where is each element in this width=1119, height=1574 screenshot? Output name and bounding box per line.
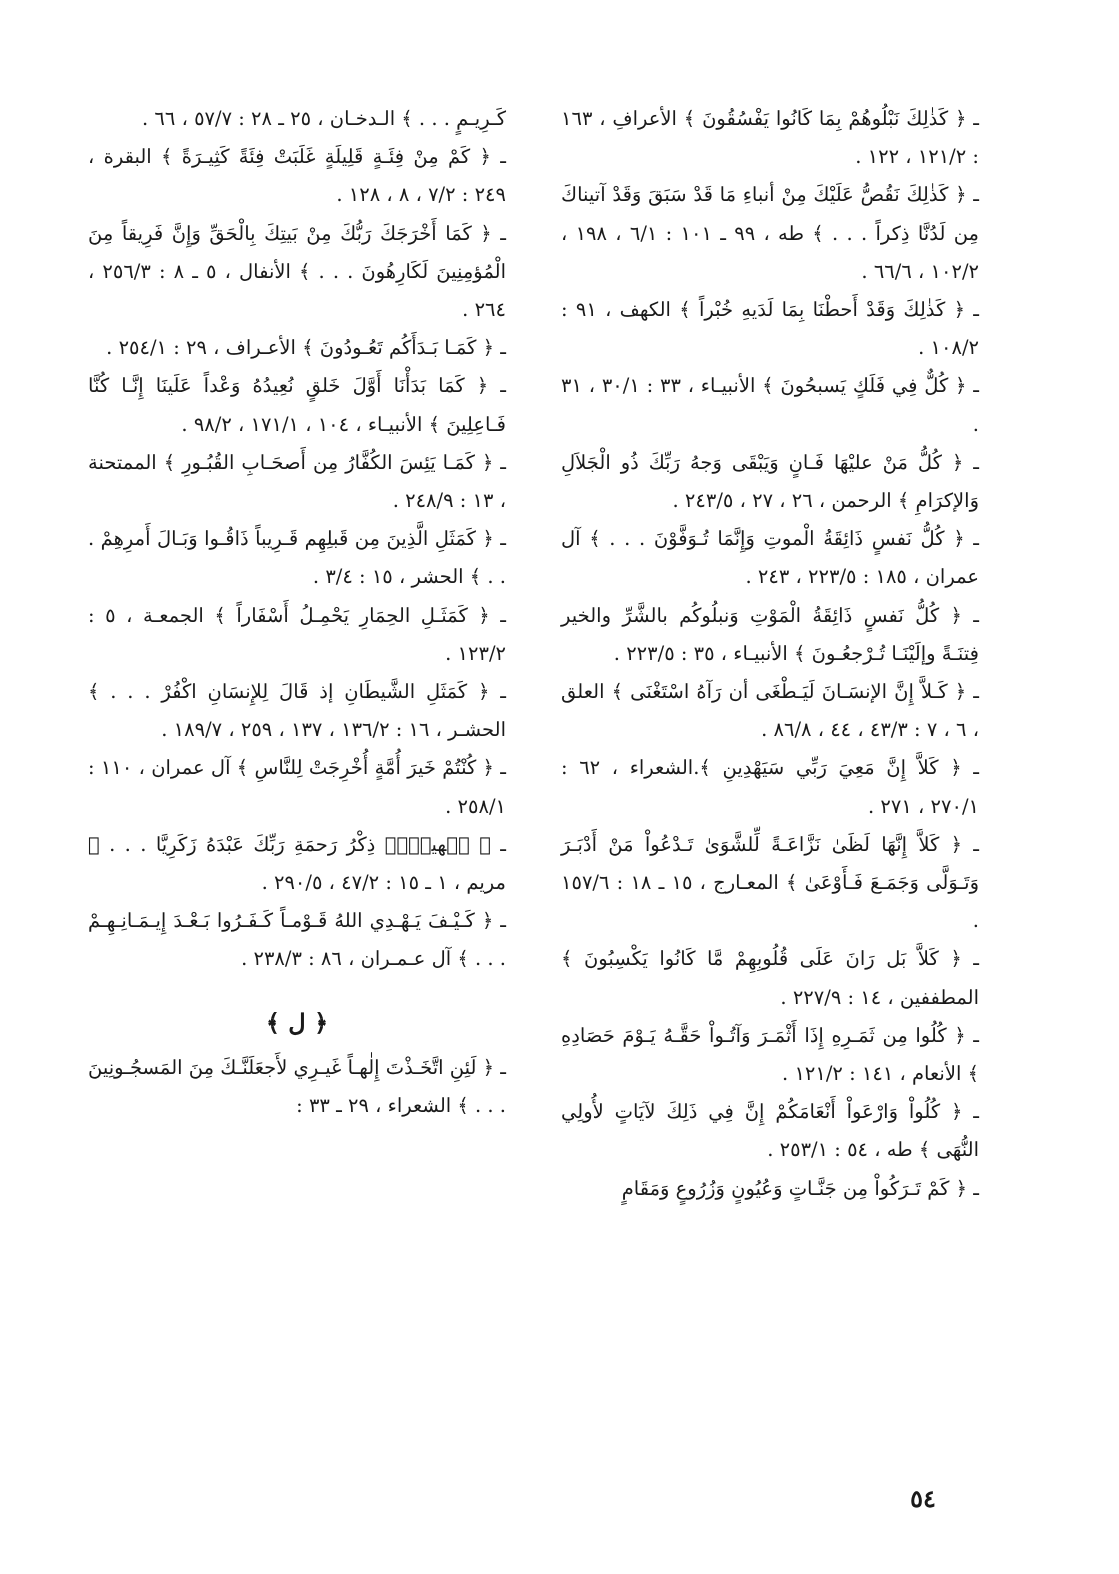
index-entry: ـ ﴿ كَلاَّ بَل رَانَ عَلَى قُلُوبِهِمْ مَّا كَانُوا يَكْسِبُونَ ﴾ المطففين ، ١٤ : ٢٢٧/٩ .: [561, 947, 979, 1009]
index-entry: ـ ﴿ كَمَـا بَـدَأَكُم تَعُـودُونَ ﴾ الأعـراف ، ٢٩ : ٢٥٤/١ .: [106, 336, 506, 360]
index-entry: ـ ﴿ كُنْتُمْ خَيرَ أُمَّةٍ أُخْرِجَتْ لِلنَّاسِ ﴾ آل عمران ، ١١٠ : ٢٥٨/١ .: [88, 756, 506, 818]
index-entry: ـ ﴿ كَلاَّ إِنَّ مَعِيَ رَبِّي سَيَهْدِينِ ﴾.الشعراء ، ٦٢ : ٢٧٠/١ ، ٢٧١ .: [561, 756, 979, 818]
left-column: [88, 100, 506, 1125]
index-entry: ـ ﴿ كُلُّ نَفسٍ ذَائِقَةُ الْمَوْتِ وَنبلُوكُم بالشَّرِّ والخير فِتنَـةً وإلَيْنَـا تُـرْجعُـونَ ﴾ الأنبيـاء ، ٣٥ : ٢٢٣/٥ .: [561, 603, 979, 665]
index-entry: ـ ﴿ كَمَـا يَئِسَ الكُفَّارُ مِن أَصحَـابِ القُبُـورِ ﴾ الممتحنة ، ١٣ : ٢٤٨/٩ .: [88, 450, 506, 513]
page-number: ٥٤: [910, 1484, 936, 1513]
index-entry: ـ ﴿ كَمَثَـلِ الحِمَارِ يَحْمِـلُ أَسْفَاراً ﴾ الجمعـة ، ٥ : ١٢٣/٢ .: [88, 603, 506, 665]
index-entry: ـ ﴿ كُلُواْ وَارْعَواْ أَنْعَامَكُمْ إِنَّ فِي ذَلِكَ لآيَاتٍ لأُولِي النُّهَى ﴾ طه ، ٥٤ : ٢٥٣/١ .: [561, 1100, 979, 1162]
index-entry: ـ ﴿ كَـلاَّ إِنَّ الإنسَـانَ لَيَـطْغَى أن رَآهُ اسْتَغْنَى ﴾ العلق ، ٦ ، ٧ : ٤٣/٣ ، ٤٤ ، ٨٦/٨ .: [561, 680, 979, 742]
index-entry: ـ ﴿ كَمَثَلِ الشَّيطَانِ إذ قَالَ لِلإِنسَانِ اكْفُرْ . . . ﴾ الحشـر ، ١٦ : ١٣٦/٢ ، ١٣٧ ، ٢٥٩ ، ١٨٩/٧ .: [88, 680, 506, 742]
index-entry: ـ ﴿ كَذٰلِكَ نَقُصُّ عَلَيْكَ مِنْ أنباءِ مَا قَدْ سَبَقَ وَقَدْ آتيناكَ مِن لَدُنَّا ذِكراً . . . ﴾ طه ، ٩٩ ـ ١٠١ : ٦/١ ، ١٩٨ ، ١٠٢/٢ ، ٦٦/٦ .: [561, 183, 979, 283]
section-heading-lam: ﴿ ل ﴾: [265, 1007, 329, 1037]
index-entry: ـ ﴿ كَمْ تَـرَكُواْ مِن جَنَّـاتٍ وَعُيُونٍ وَزُرُوعٍ وَمَقَامٍ: [621, 1176, 979, 1200]
index-entry: ـ ﴿ كَذٰلِكَ وَقَدْ أَحطْنَا بِمَا لَدَيهِ خُبْراً ﴾ الكهف ، ٩١ : ١٠٨/٢ .: [561, 298, 979, 360]
index-entry: ـ ﴿ كَمَثَلِ الَّذِينَ مِن قَبلِهِم قَـرِيباً ذَاقُـوا وَبَـالَ أَمرِهِمْ . . . ﴾ الحشر ، ١٥ : ٣/٤ .: [88, 527, 506, 589]
index-entry: ـ ﴿ كَمَا بَدَأْنَا أَوَّلَ خَلقٍ نُعِيدُهُ وَعْداً عَلَينَا إِنَّـا كُنَّا فَـاعِلِينَ ﴾ الأنبيـاء ، ١٠٤ ، ١٧١/١ ، ٩٨/٢ .: [88, 374, 506, 436]
index-entry: ـ ﴿ كُلُّ مَنْ عليْهَا فَـانٍ وَيَبْقَى وَجهُ رَبِّكَ ذُو الْجَلاَلِ وَالإكرَامِ ﴾ الرحمن ، ٢٦ ، ٢٧ ، ٢٤٣/٥ .: [561, 450, 979, 513]
index-entry: كَـرِيـمٍ . . . ﴾ الـدخـان ، ٢٥ ـ ٢٨ : ٥٧/٧ ، ٦٦ .: [142, 107, 506, 130]
index-entry: ـ ﴿ كُلُّ نَفسٍ ذَائِقَةُ الْموتِ وَإِنَّمَا تُـوَفَّوْنَ . . . ﴾ آل عمران ، ١٨٥ : ٢٢٣/٥ ، ٢٤٣ .: [561, 527, 979, 589]
index-entry: ـ ﴿ كۤهيعۤصۤ ذِكْرُ رَحمَةِ رَبِّكَ عَبْدَهُ زَكَرِيَّا . . . ﴾ مريم ، ١ ـ ١٥ : ٤٧/٢ ، ٢٩٠/٥ .: [88, 832, 506, 895]
index-entry: ـ ﴿ كُلٌّ فِي فَلَكٍ يَسبحُونَ ﴾ الأنبيـاء ، ٣٣ : ٣٠/١ ، ٣١ .: [561, 374, 979, 436]
index-entry: ـ ﴿ كَمَا أَخْرَجَكَ رَبُّكَ مِنْ بَيتِكَ بِالْحَقِّ وَإِنَّ فَرِيقاً مِنَ الْمُؤمِنِينَ لَكَارِهُونَ . . . ﴾ الأنفال ، ٥ ـ ٨ : ٢٥٦/٣ ، ٢٦٤ .: [88, 221, 506, 322]
index-entry: ـ ﴿ كَذٰلِكَ نَبْلُوهُمْ بِمَا كَانُوا يَفْسُقُونَ ﴾ الأعرافِ ، ١٦٣ : ١٢١/٢ ، ١٢٢ .: [561, 107, 979, 169]
index-entry: ـ ﴿ كَمْ مِنْ فِئَـةٍ قَلِيلَةٍ غَلَبَتْ فِئَةً كَثِيـرَةً ﴾ البقرة ، ٢٤٩ : ٧/٢ ، ٨ ، ١٢٨ .: [88, 145, 506, 207]
index-entry: ـ ﴿ كَلاَّ إِنَّهَا لَظَىٰ نَزَّاعَـةً لِّلشَّوَىٰ تَـدْعُواْ مَنْ أَدْبَـرَ وَتَـوَلَّى وَجَمَـعَ فَـأَوْعَىٰ ﴾ المعـارج ، ١٥ ـ ١٨ : ١٥٧/٦ .: [561, 832, 979, 933]
index-entry: ـ ﴿ كُلُوا مِن ثَمَـرِهِ إِذَا أَثْمَـرَ وَآتُـواْ حَقَّـهُ يَـوْمَ حَصَادِهِ ﴾ الأنعام ، ١٤١ : ١٢١/٢ .: [561, 1023, 979, 1086]
index-entry: ـ ﴿ كَـيْـفَ يَـهْـدِي اللهُ قَـوْمـاً كَـفَـرُوا بَـعْـدَ إِيـمَـانِـهِـمْ . . . ﴾ آل عـمـران ، ٨٦ : ٢٣٨/٣ .: [88, 909, 506, 971]
index-entry: ـ ﴿ لَئِنِ اتَّخَـذْتَ إِلٰهـاً غَيـرِي لأَجعَلَنَّـكَ مِنَ المَسجُـونِينَ . . . ﴾ الشعراء ، ٢٩ ـ ٣٣ :: [88, 1055, 506, 1117]
right-column: [561, 100, 979, 1208]
